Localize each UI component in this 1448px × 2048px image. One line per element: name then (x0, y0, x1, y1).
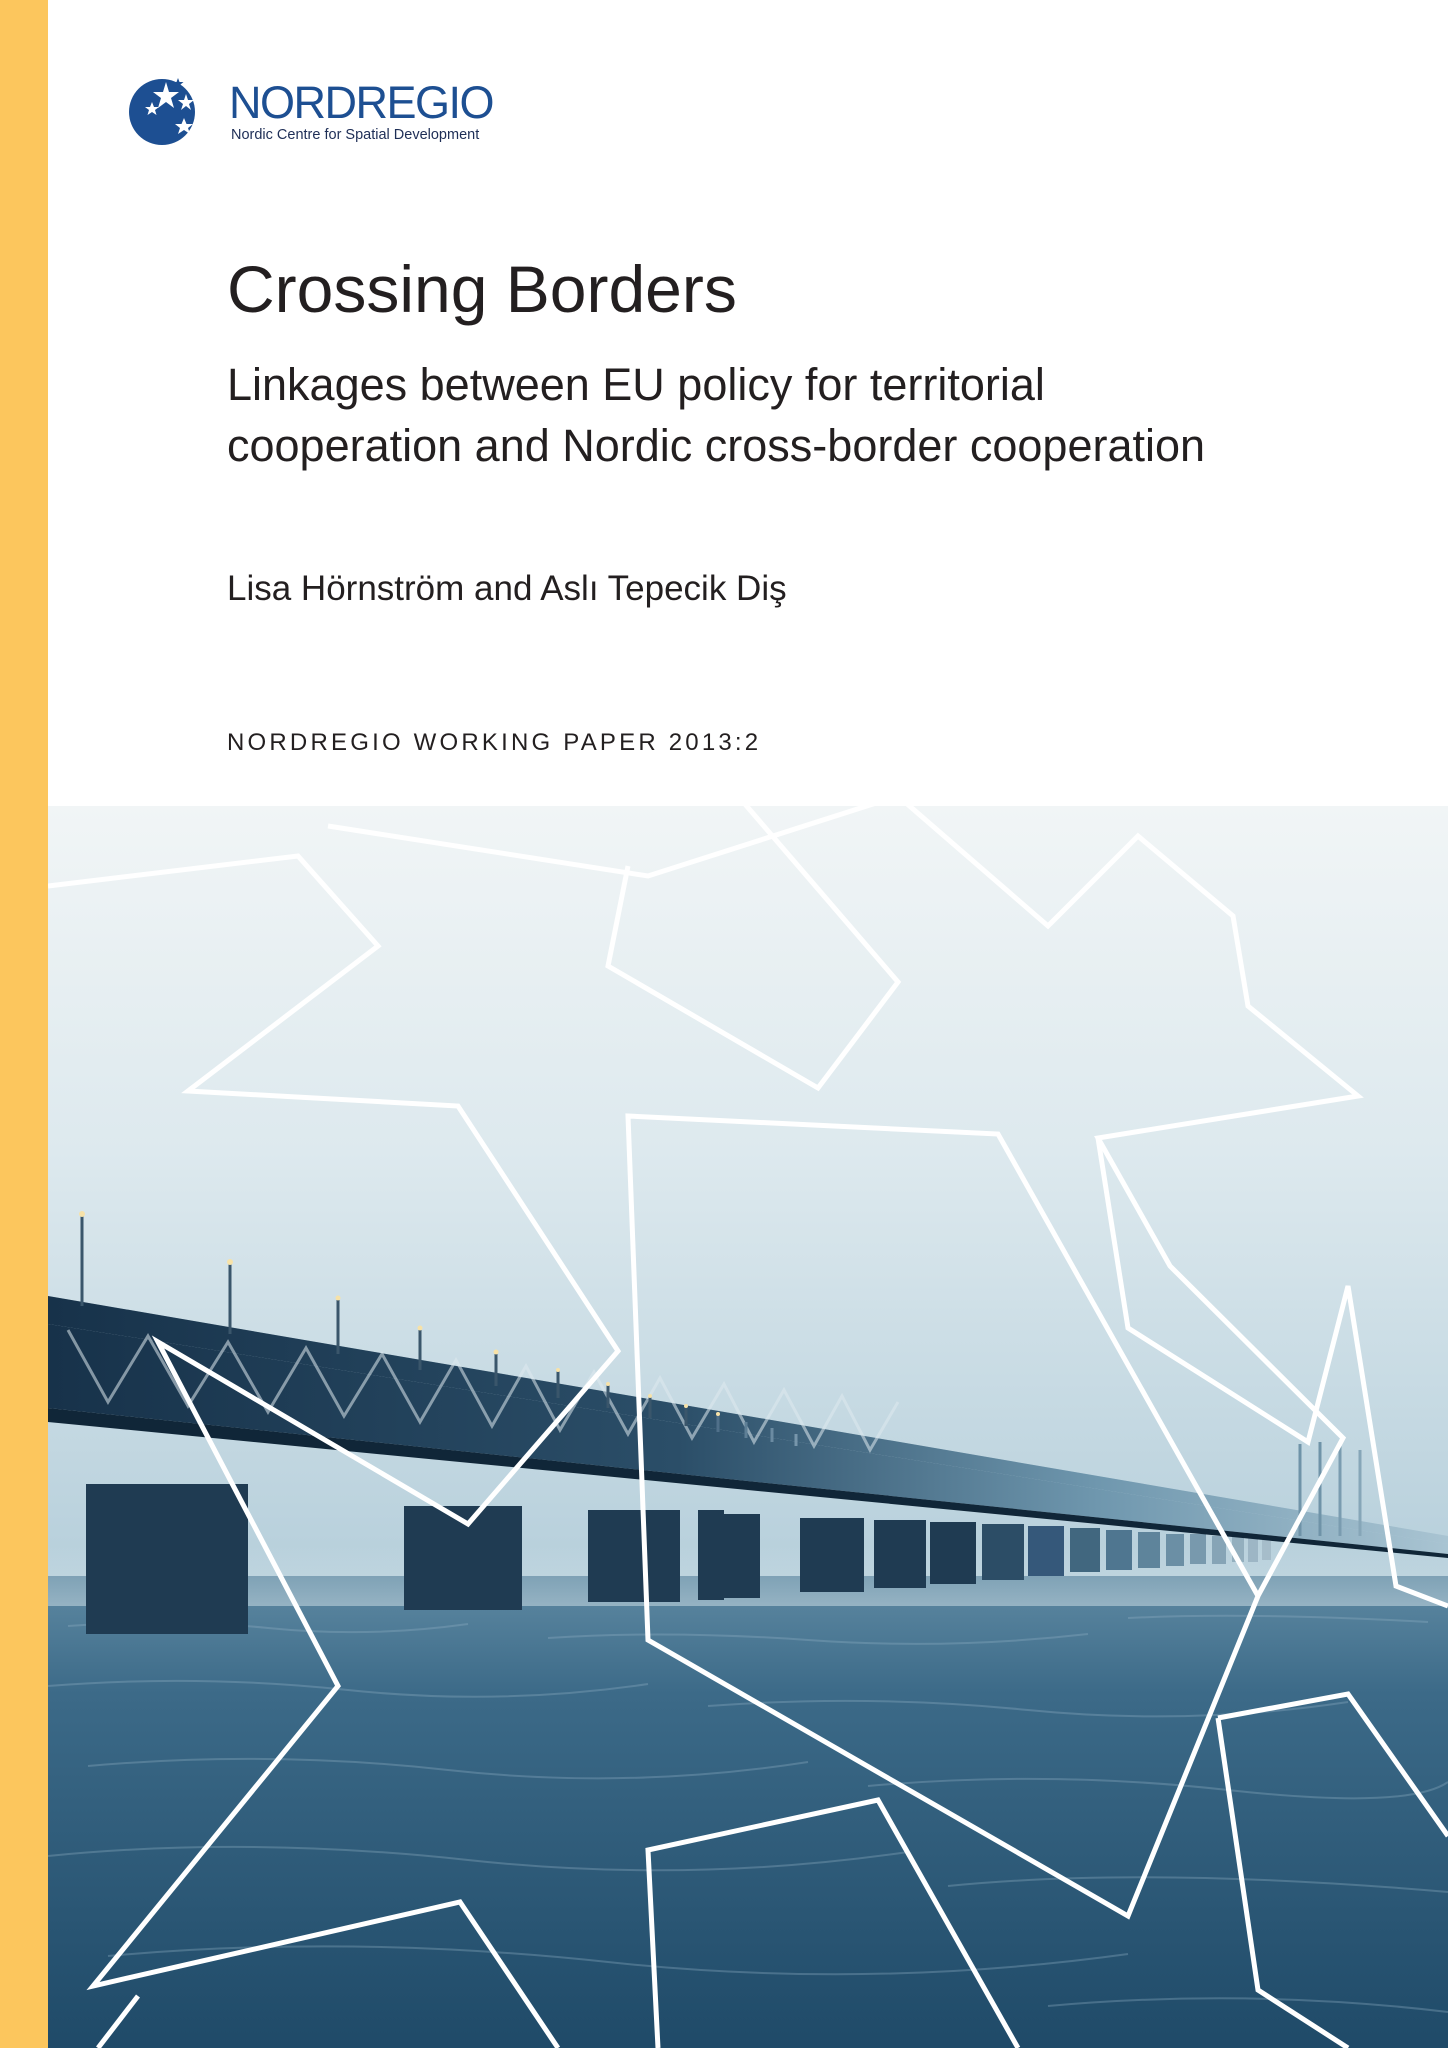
nordregio-logo (126, 72, 506, 152)
publisher-name: NORDREGIO (229, 77, 494, 128)
bridge-photo (48, 806, 1448, 2048)
bridge-photo-illustration (48, 806, 1448, 2048)
globe-stars-icon (126, 72, 202, 148)
series-label: NORDREGIO WORKING PAPER 2013:2 (227, 729, 762, 756)
cover-authors: Lisa Hörnström and Aslı Tepecik Diş (227, 569, 787, 608)
subtitle-line-1: Linkages between EU policy for territorial (227, 359, 1045, 410)
yellow-spine-stripe (0, 0, 48, 2048)
subtitle-line-2: cooperation and Nordic cross-border cooperation (227, 420, 1206, 471)
publisher-tagline: Nordic Centre for Spatial Development (231, 127, 480, 143)
cover-subtitle (227, 354, 1205, 476)
cover-title: Crossing Borders (227, 252, 737, 326)
